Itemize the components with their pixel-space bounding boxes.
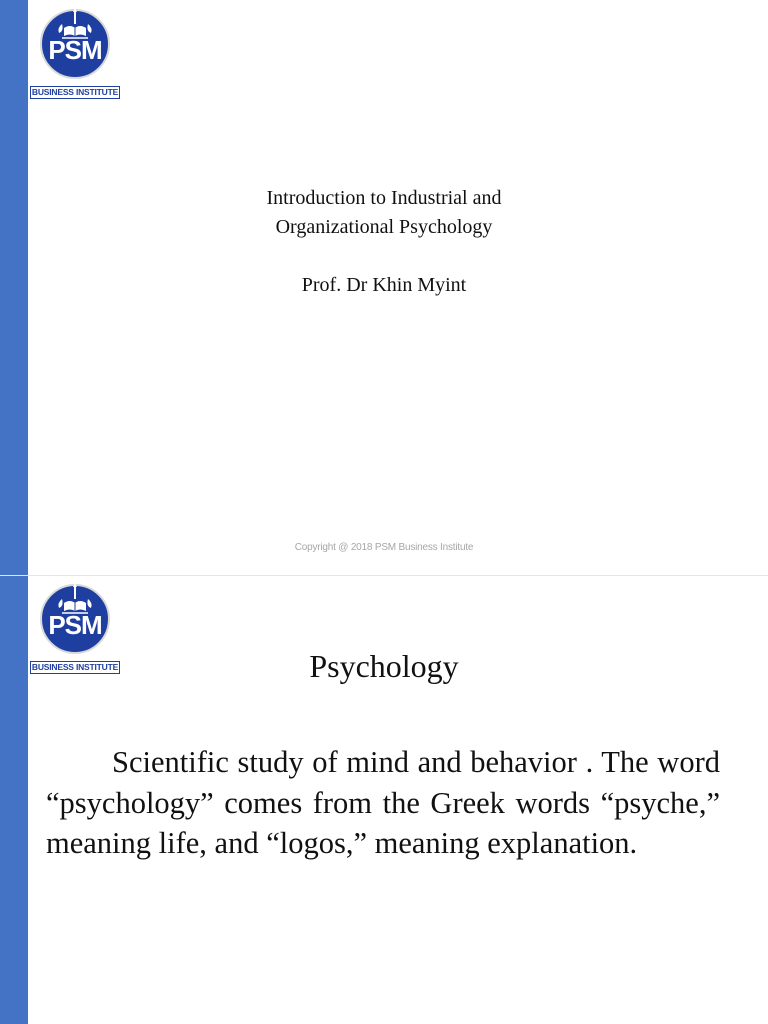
title-line-2: Organizational Psychology <box>275 216 493 238</box>
accent-side-bar <box>0 0 28 576</box>
logo-wordmark: PSM <box>48 610 102 640</box>
author-name: Prof. Dr Khin Myint <box>301 274 467 296</box>
copyright-notice: Copyright @ 2018 PSM Business Institute <box>294 542 474 553</box>
psm-logo <box>30 2 120 100</box>
logo-wordmark: PSM <box>48 35 102 65</box>
logo-caption: BUSINESS INSTITUTE <box>31 662 119 672</box>
slide-title <box>150 184 618 242</box>
slide-heading: Psychology <box>309 648 459 684</box>
slide-2 <box>0 576 768 1024</box>
psm-logo <box>30 577 120 675</box>
title-line-1: Introduction to Industrial and <box>266 187 502 209</box>
logo-caption: BUSINESS INSTITUTE <box>31 87 119 97</box>
definition-paragraph: Scientific study of mind and behavior . The word “psychology” comes from the Greek words “psyche,” meaning life, and “logos,” meaning explanation. <box>46 745 720 860</box>
accent-side-bar <box>0 576 28 1024</box>
